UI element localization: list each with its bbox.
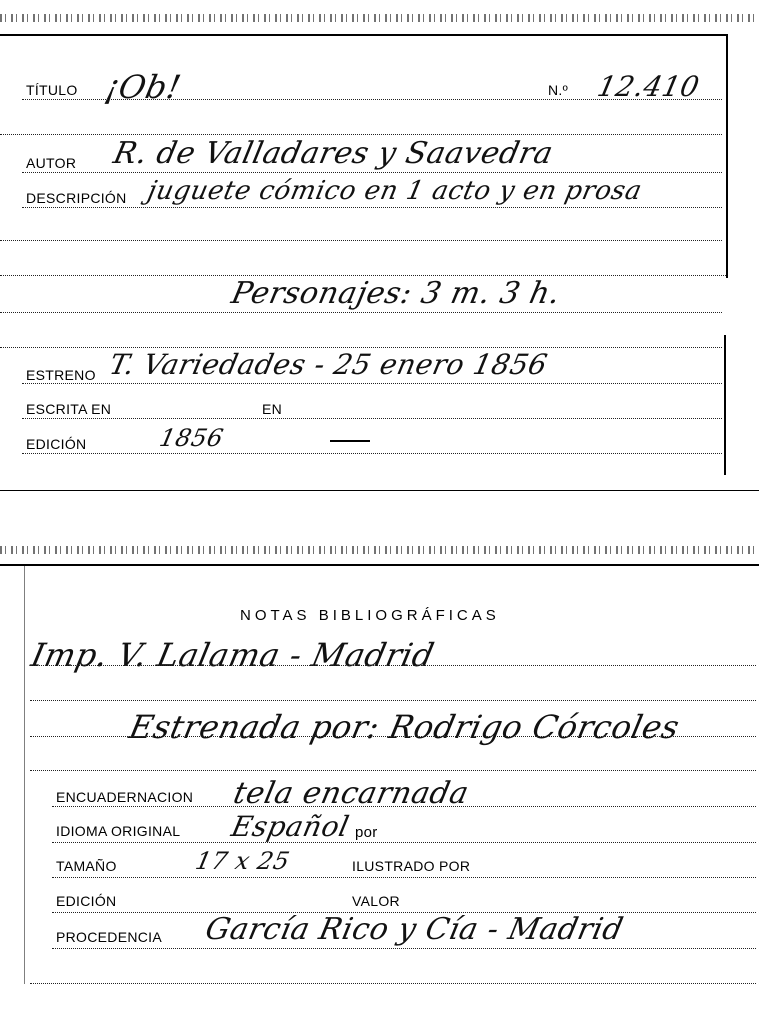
rule	[0, 275, 726, 276]
card-front-border-top	[0, 34, 728, 36]
rule	[22, 453, 722, 454]
imp-line: Imp. V. Lalama - Madrid	[27, 636, 438, 674]
numero-label: N.º	[548, 82, 569, 98]
escrita-en-label: ESCRITA EN	[26, 401, 112, 417]
pen-stroke	[330, 440, 370, 442]
edicion-label: EDICIÓN	[26, 436, 87, 452]
procedencia-value: García Rico y Cía - Madrid	[202, 912, 627, 947]
encuadernacion-label: ENCUADERNACION	[56, 789, 194, 805]
rule	[52, 948, 756, 949]
rule	[52, 877, 756, 878]
titulo-label: TÍTULO	[26, 82, 78, 98]
rule	[30, 736, 756, 737]
rule	[22, 383, 722, 384]
rule	[30, 983, 756, 984]
en-label: EN	[262, 401, 283, 417]
procedencia-label: PROCEDENCIA	[56, 929, 162, 945]
rule	[30, 665, 756, 666]
titulo-value: ¡Ob!	[101, 68, 185, 106]
estreno-value: T. Variedades - 25 enero 1856	[106, 348, 551, 381]
rule	[0, 240, 722, 241]
scan-noise-bottom	[0, 546, 759, 554]
tamano-label: TAMAÑO	[56, 858, 117, 874]
rule	[52, 806, 756, 807]
card-front-border-bottom	[0, 490, 759, 491]
estrenada-line: Estrenada por: Rodrigo Córcoles	[125, 708, 683, 746]
card-front-border-right	[726, 34, 728, 278]
card-back-border-top	[0, 564, 759, 566]
rule	[22, 418, 722, 419]
rule	[52, 842, 756, 843]
idioma-value: Español	[228, 810, 353, 843]
autor-label: AUTOR	[26, 155, 77, 171]
rule	[22, 172, 722, 173]
valor-label: VALOR	[352, 893, 400, 909]
descripcion-label: DESCRIPCIÓN	[26, 190, 127, 206]
rule	[30, 770, 756, 771]
numero-value: 12.410	[594, 70, 703, 103]
edicion-back-label: EDICIÓN	[56, 893, 117, 909]
card-front-border-right-lower	[724, 335, 726, 475]
edicion-value: 1856	[157, 424, 227, 452]
estreno-label: ESTRENO	[26, 367, 96, 383]
rule	[30, 700, 756, 701]
autor-value: R. de Valladares y Saavedra	[110, 136, 557, 171]
rule	[0, 134, 722, 135]
por-label: por	[355, 824, 378, 841]
idioma-label: IDIOMA ORIGINAL	[56, 823, 181, 839]
ilustrado-label: ILUSTRADO POR	[352, 858, 471, 874]
scan-noise-top	[0, 14, 759, 22]
rule	[0, 312, 722, 313]
personajes-note: Personajes: 3 m. 3 h.	[228, 276, 564, 311]
card-back-border-left	[24, 564, 25, 984]
tamano-value: 17 x 25	[193, 847, 293, 875]
encuadernacion-value: tela encarnada	[230, 776, 472, 811]
rule	[22, 99, 722, 100]
rule	[22, 207, 722, 208]
notas-heading: NOTAS BIBLIOGRÁFICAS	[240, 607, 500, 624]
descripcion-value: juguete cómico en 1 acto y en prosa	[144, 176, 645, 206]
